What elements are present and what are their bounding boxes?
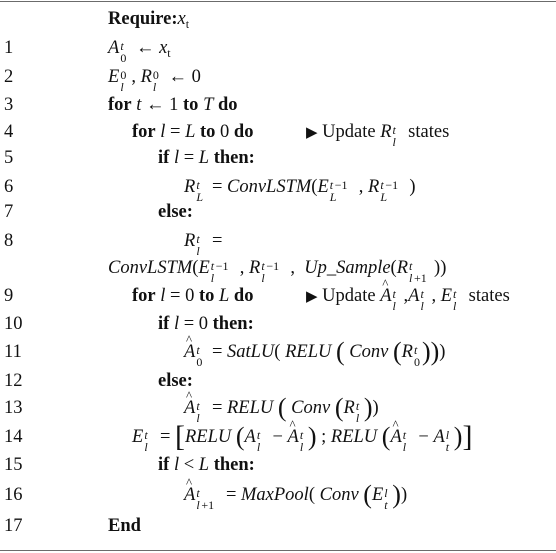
line-comment: ▶ Update R t l states xyxy=(306,122,450,149)
line-number: 11 xyxy=(4,342,22,362)
line-number: 14 xyxy=(4,427,23,447)
line-number: 13 xyxy=(4,398,23,418)
line-number: 17 xyxy=(4,516,23,536)
algorithm-line-continued xyxy=(0,253,556,283)
line-code: E t l = [RELU (A t l − ^ A t l ) ; RELU (^ A t l − A l t )] xyxy=(132,422,472,452)
algorithm-line xyxy=(0,480,556,510)
line-code: else: xyxy=(158,202,193,222)
algorithm-line xyxy=(0,197,556,227)
line-code: R t l = xyxy=(184,231,223,258)
algorithm-line xyxy=(0,337,556,367)
algorithm-line xyxy=(0,309,556,339)
line-number: 2 xyxy=(4,67,14,87)
line-code: ^ A t 0 = SatLU( RELU ( Conv (R t 0 ))) xyxy=(184,337,445,367)
line-code: if l < L then: xyxy=(158,455,255,475)
line-code: if l = L then: xyxy=(158,148,255,168)
algorithm-line xyxy=(0,33,556,63)
line-number: 12 xyxy=(4,371,23,391)
line-code: R t L = ConvLSTM(E t −1 L , R t −1 L ) xyxy=(184,177,416,204)
algorithm-line xyxy=(0,62,556,92)
line-code: E 0 l , R 0 l ← 0 xyxy=(108,67,201,94)
algorithm-line xyxy=(0,4,556,34)
line-number: 15 xyxy=(4,455,23,475)
line-code: for l = 0 to L do xyxy=(132,286,254,306)
line-number: 5 xyxy=(4,148,14,168)
line-number: 10 xyxy=(4,314,23,334)
line-number: 3 xyxy=(4,95,14,115)
algorithm-line xyxy=(0,281,556,311)
line-code: for l = L to 0 do xyxy=(132,122,254,142)
algorithm-line xyxy=(0,511,556,541)
require-statement: $Require:x_t$ xyxy=(108,9,190,31)
line-code: for t ← 1 to T do xyxy=(108,95,238,115)
algorithm-line xyxy=(0,450,556,480)
line-number: 6 xyxy=(4,177,14,197)
algorithm-line xyxy=(0,90,556,120)
bottom-rule xyxy=(0,550,556,551)
line-number: 9 xyxy=(4,286,14,306)
algorithm-line xyxy=(0,422,556,452)
line-code: if l = 0 then: xyxy=(158,314,254,334)
line-number: 1 xyxy=(4,38,14,58)
line-number: 16 xyxy=(4,485,23,505)
algorithm-line xyxy=(0,366,556,396)
line-code: else: xyxy=(158,371,193,391)
algorithm-line xyxy=(0,143,556,173)
line-comment: ▶ Update ^ A t l ,A t l , E t l states xyxy=(306,281,510,312)
line-code: ^ A t l = RELU ( Conv (R t l )) xyxy=(184,393,379,423)
end-statement: End xyxy=(108,516,141,536)
line-number: 7 xyxy=(4,202,14,222)
line-code: A t 0 ← $x_t$ xyxy=(108,38,171,65)
algorithm-line xyxy=(0,393,556,423)
line-code: ConvLSTM(E t −1 l , R t −1 l , Up_Sample(R t l +1 )) xyxy=(108,258,447,285)
top-rule xyxy=(0,1,556,2)
line-number: 4 xyxy=(4,122,14,142)
line-number: 8 xyxy=(4,231,14,251)
line-code: ^ A t l +1 = MaxPool( Conv (E l t )) xyxy=(184,480,407,510)
